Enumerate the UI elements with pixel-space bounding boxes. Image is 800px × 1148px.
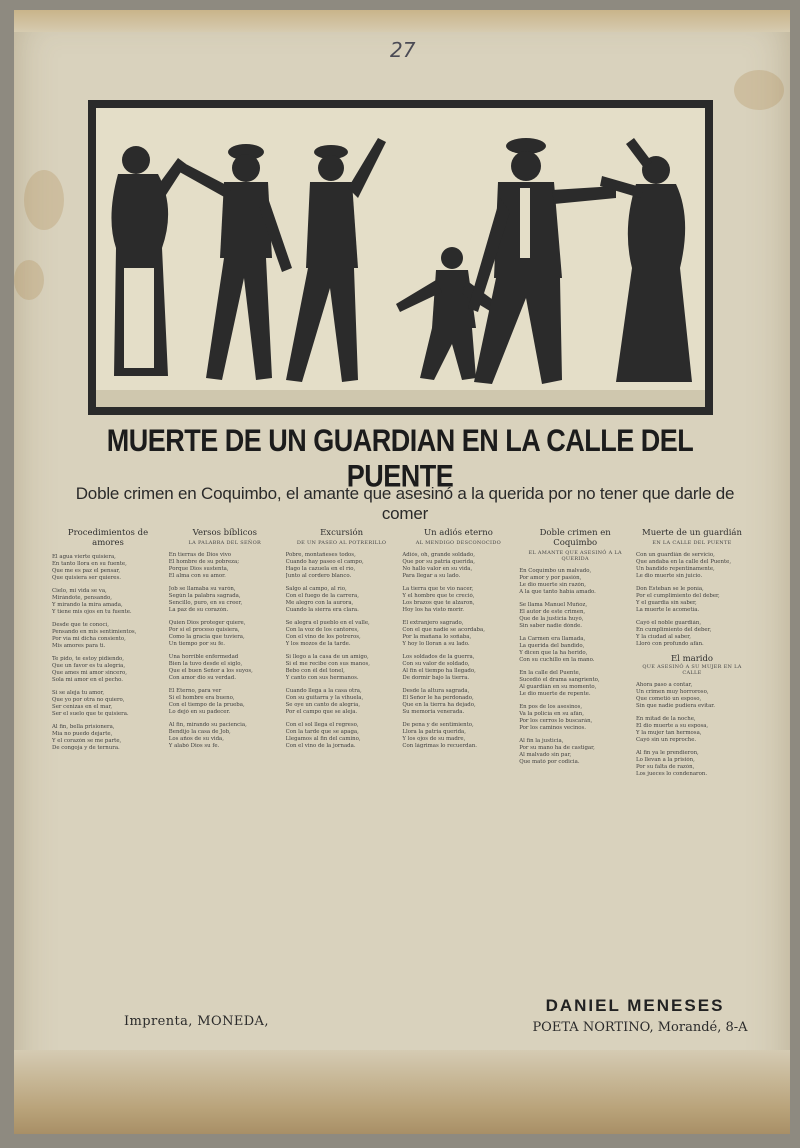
verse-line: A la que tanto había amado.: [519, 589, 596, 595]
stanza: [636, 716, 748, 744]
verse-line: Que cometió un esposo,: [635, 696, 702, 702]
poem-body: [519, 568, 631, 766]
verse-line: Con el vino de los potreros,: [285, 634, 361, 640]
verse-line: Y los ojos de su madre,: [402, 736, 466, 742]
stanza: [52, 622, 164, 650]
page-number: 27: [390, 38, 416, 62]
verse-line: Si llego a la casa de un amigo,: [285, 654, 369, 660]
verse-line: Don Esteban se le ponía,: [635, 586, 704, 592]
poem-column: [402, 528, 514, 998]
verse-line: Cayó el noble guardián,: [635, 620, 702, 626]
stanza: [519, 704, 631, 732]
verse-line: Ser el suelo que te quisiera.: [52, 711, 129, 717]
paper-top-edge: [14, 10, 790, 32]
verse-line: Que yo por otra no quiero,: [52, 697, 125, 703]
verse-line: En cumplimiento del deber,: [635, 627, 712, 633]
verse-line: Le dio muerte de repente.: [519, 691, 591, 697]
verse-line: Con el tiempo de la prueba,: [168, 702, 245, 708]
verse-line: Con un guardián de servicio,: [635, 552, 715, 558]
stanza: [636, 620, 748, 648]
verse-line: Que un favor es tu alegría,: [52, 663, 126, 669]
printer-imprint: Imprenta, MONEDA,: [124, 1014, 269, 1029]
poem-body: [636, 552, 748, 648]
verse-line: El alma con su amor.: [168, 573, 226, 579]
verse-line: Los jueces lo condenaron.: [635, 771, 708, 777]
verse-line: En Coquimbo un malvado,: [519, 568, 592, 574]
stanza: [636, 750, 748, 778]
verse-line: Con su cuchillo en la mano.: [519, 657, 595, 663]
verse-line: De pena y de sentimiento,: [402, 722, 474, 728]
verse-line: La muerte le acometía.: [635, 607, 700, 613]
verse-line: La Carmen era llamada,: [519, 636, 586, 642]
verse-line: Bebo con él del tonel,: [285, 668, 345, 674]
stanza: [52, 690, 164, 718]
stanza: [519, 636, 631, 664]
verse-line: Los brazos que te alzaron,: [402, 600, 475, 606]
poem-dedication: LA PALABRA DEL SEÑOR: [188, 540, 262, 546]
poem-dedication: EL AMANTE QUE ASESINÓ A LA QUERIDA: [528, 550, 622, 562]
verse-line: Lo llevan a la prisión,: [635, 757, 695, 763]
poem-title: Versos bíblicos: [192, 528, 257, 538]
verse-line: Ahora paso a contar,: [635, 682, 693, 688]
verse-line: Un crimen muy horroroso,: [635, 689, 709, 695]
stanza: [169, 654, 281, 682]
verse-line: Con lágrimas lo recuerdan.: [402, 743, 477, 749]
verse-line: En la calle del Puente,: [519, 670, 581, 676]
verse-line: Pensando en mis sentimientos,: [52, 629, 137, 635]
verse-line: Sencillo, puro, en su creer,: [168, 600, 243, 606]
stanza: [519, 568, 631, 596]
poem-column: [52, 528, 164, 998]
verse-line: Por su falta de razón,: [635, 764, 695, 770]
stanza: [52, 656, 164, 684]
verse-line: Que me es paz el pensar,: [52, 568, 121, 574]
verse-line: Su memoria venerada.: [402, 709, 465, 715]
verse-line: Con el fuego de la carrera,: [285, 593, 359, 599]
verse-line: Bendijo la casa de Job,: [168, 729, 231, 735]
verse-line: Mía no puedo dejarte,: [52, 731, 113, 737]
verse-line: Por si el proceso quisiera,: [168, 627, 240, 633]
verse-line: Cuando llega a la casa otra,: [285, 688, 362, 694]
verse-line: Desde que te conocí,: [52, 622, 109, 628]
verse-line: En pos de los asesinos,: [519, 704, 583, 710]
stanza: [402, 552, 514, 580]
stanza: [636, 586, 748, 614]
headline: MUERTE DE UN GUARDIAN EN LA CALLE DEL PUENTE: [106, 423, 694, 494]
verse-line: Como la gracia que tuviera,: [168, 634, 245, 640]
poem-body: [52, 554, 164, 752]
stanza: [286, 688, 398, 716]
stanza: [636, 682, 748, 710]
poem-body: [169, 552, 281, 750]
verse-line: Job se llamaba su varón,: [168, 586, 236, 592]
verse-line: Al fin la justicia,: [519, 738, 564, 744]
verse-line: Lloró con profundo afán.: [635, 641, 704, 647]
verse-line: Le dio muerte sin juicio.: [635, 573, 703, 579]
stanza: [169, 688, 281, 716]
poem-column: [286, 528, 398, 998]
verse-line: Por amor y por pasión,: [519, 575, 582, 581]
verse-line: No hallo valor en su vida,: [402, 566, 473, 572]
verse-line: Al fin el tiempo ha llegado,: [402, 668, 476, 674]
verse-line: Quien Dios proteger quiere,: [168, 620, 246, 626]
verse-line: Con el que nadie se acordaba,: [402, 627, 485, 633]
verse-line: Porque Dios sustenta,: [168, 566, 229, 572]
verse-line: Y alabó Dios su fe.: [168, 743, 220, 749]
verse-line: Y canto con sus hermanos.: [285, 675, 359, 681]
verse-line: Los años de su vida,: [168, 736, 224, 742]
poem-dedication: DE UN PASEO AL POTRERILLO: [296, 540, 387, 546]
stanza: [402, 586, 514, 614]
verse-line: Se oye un canto de alegría,: [285, 702, 361, 708]
verse-line: Que andaba en la calle del Puente,: [635, 559, 732, 565]
verse-line: Por el cumplimiento del deber,: [635, 593, 720, 599]
verse-line: La tierra que te vio nacer,: [402, 586, 474, 592]
verse-line: Al malvado sin par,: [519, 752, 572, 758]
verse-line: Lo dejó en su padecer.: [168, 709, 231, 715]
stanza: [519, 738, 631, 766]
verse-line: Sin que nadie pudiera evitar.: [635, 703, 716, 709]
author-address: POETA NORTINO, Morandé, 8-A: [532, 1020, 748, 1035]
verse-line: Con la voz de los cantores,: [285, 627, 359, 633]
verse-line: Le dio muerte sin razón,: [519, 582, 586, 588]
poem-column: [636, 528, 748, 998]
verse-line: Por vía mi dicha consiento,: [52, 636, 126, 642]
verse-line: La querida del bandido,: [519, 643, 585, 649]
poem-dedication: EN LA CALLE DEL PUENTE: [652, 540, 732, 546]
verse-line: Y los mozos de la tarde.: [285, 641, 351, 647]
verse-line: Que por su patria querida,: [402, 559, 475, 565]
verse-line: Te pido, te estoy pidiendo,: [52, 656, 124, 662]
verse-line: El agua vierte quisiera,: [52, 554, 116, 560]
stanza: [402, 620, 514, 648]
verse-line: Cielo, mi vida se va,: [52, 588, 107, 594]
verse-line: Cayó sin un reproche.: [635, 737, 697, 743]
verse-line: Si se aleja tu amor,: [52, 690, 105, 696]
verse-line: Con el sol llega el regreso,: [285, 722, 359, 728]
verse-line: Y la mujer tan hermosa,: [635, 730, 702, 736]
verse-line: Que de la justicia huyó,: [519, 616, 584, 622]
verse-line: El Señor le ha perdonado,: [402, 695, 474, 701]
verse-line: Mis amores para ti.: [52, 643, 106, 649]
stanza: [52, 554, 164, 582]
stanza: [402, 722, 514, 750]
poem-columns: [52, 528, 748, 998]
paper-bottom-edge: [14, 1050, 790, 1134]
stanza: [286, 620, 398, 648]
verse-line: El Eterno, para ver: [168, 688, 222, 694]
poem-subtitle: El marido: [670, 654, 714, 664]
woodcut-illustration: [88, 100, 713, 415]
verse-line: De congoja y de ternura.: [52, 745, 120, 751]
verse-line: Y la ciudad al saber,: [635, 634, 691, 640]
verse-line: Al fin ya le prendieron,: [635, 750, 699, 756]
verse-line: Desde la altura sagrada,: [402, 688, 470, 694]
verse-line: Con la tarde que se apaga,: [285, 729, 359, 735]
verse-line: Si el hombre era bueno,: [168, 695, 235, 701]
poem-body: [286, 552, 398, 750]
poem-title: Excursión: [320, 528, 364, 538]
stanza: [286, 654, 398, 682]
verse-line: Un bandido repentinamente,: [635, 566, 715, 572]
verse-line: Con amor dio su verdad.: [168, 675, 236, 681]
verse-line: Según la palabra sagrada,: [168, 593, 241, 599]
verse-line: Se alegra el pueblo en el valle,: [285, 620, 370, 626]
verse-line: El extranjero sagrado,: [402, 620, 464, 626]
verse-line: Al guardián en su momento,: [519, 684, 597, 690]
verse-line: Y dicen que la ha herido,: [519, 650, 588, 656]
stanza: [286, 552, 398, 580]
verse-line: Con el vino de la jornada.: [285, 743, 356, 749]
verse-line: Por los cerros lo buscarán,: [519, 718, 593, 724]
verse-line: Va la policía en su afán,: [519, 711, 584, 717]
stanza: [286, 586, 398, 614]
verse-line: Un tiempo por su fe.: [168, 641, 225, 647]
verse-line: Y el corazón se me parte,: [52, 738, 122, 744]
stanza: [52, 588, 164, 616]
poem-subbody: [636, 682, 748, 778]
verse-line: Adiós, oh, grande soldado,: [402, 552, 475, 558]
verse-line: Pobre, montañeses todos,: [285, 552, 356, 558]
stanza: [286, 722, 398, 750]
assailant-figure: [176, 144, 292, 380]
woman-left-figure: [111, 146, 186, 376]
verse-line: Si el me recibe con sus manos,: [285, 661, 370, 667]
verse-line: Hago la cazuela en el río,: [285, 566, 356, 572]
verse-line: Y tiene mis ojos en tu fuente.: [52, 609, 132, 615]
verse-line: Sucedió el drama sangriento,: [519, 677, 600, 683]
verse-line: Sola mi amor en el pecho.: [52, 677, 123, 683]
verse-line: Cuando la sierra era clara.: [285, 607, 359, 613]
verse-line: Junto al cordero blanco.: [285, 573, 352, 579]
poem-subdedication: QUE ASESINÓ A SU MUJER EN LA CALLE: [642, 664, 742, 676]
verse-line: En tanto llora en su fuente,: [52, 561, 127, 567]
stanza: [169, 552, 281, 580]
verse-line: Me alegro con la aurora,: [285, 600, 354, 606]
poem-column: [519, 528, 631, 998]
stanza: [519, 670, 631, 698]
verse-line: El autor de este crimen,: [519, 609, 586, 615]
stanza: [402, 654, 514, 682]
stanza: [402, 688, 514, 716]
verse-line: Al fin, mirando su paciencia,: [168, 722, 247, 728]
verse-line: En mitad de la noche,: [635, 716, 696, 722]
author-name: DANIEL MENESES: [545, 996, 725, 1015]
verse-line: Por los caminos vecinos.: [519, 725, 587, 731]
woman-right-figure: [600, 138, 692, 382]
poem-column: [169, 528, 281, 998]
verse-line: Por la mañana lo soñaba,: [402, 634, 472, 640]
subtitle: Doble crimen en Coquimbo, el amante que asesinó a la querida por no tener que darle de comer: [75, 484, 735, 523]
verse-line: Que mató por codicia.: [519, 759, 580, 765]
poem-title: Procedimientos de amores: [67, 528, 149, 548]
verse-line: Y el guardia sin saber,: [635, 600, 697, 606]
guardian-figure: [468, 138, 616, 384]
verse-line: Y el hombre que te creció,: [402, 593, 475, 599]
poem-body: [402, 552, 514, 750]
stanza: [169, 722, 281, 750]
verse-line: Hoy los ha visto morir.: [402, 607, 464, 613]
stanza: [519, 602, 631, 630]
verse-line: Cuando hay paseo el campo,: [285, 559, 364, 565]
verse-line: Llegamos al fin del camino,: [285, 736, 361, 742]
verse-line: Los soldados de la guerra,: [402, 654, 475, 660]
woodcut-scene: [96, 108, 705, 407]
verse-line: Al fin, bella prisionera,: [52, 724, 115, 730]
pointing-man-figure: [286, 138, 386, 382]
verse-line: Con su valor de soldado,: [402, 661, 470, 667]
verse-line: Y hoy lo lloran a su lado.: [402, 641, 470, 647]
verse-line: Que el buen Señor a los suyos,: [168, 668, 253, 674]
verse-line: Mirándote, pensando,: [52, 595, 112, 601]
verse-line: En tierras de Dios vivo: [168, 552, 232, 558]
stanza: [169, 586, 281, 614]
verse-line: Por el campo que se aleja.: [285, 709, 358, 715]
verse-line: Que quisiera ser quieres.: [52, 575, 121, 581]
verse-line: Llora la patria querida,: [402, 729, 466, 735]
verse-line: Con su guitarra y la vihuela,: [285, 695, 364, 701]
verse-line: Ser cenizas en el mar,: [52, 704, 113, 710]
verse-line: Y mirando la mira amada,: [52, 602, 123, 608]
verse-line: Una horrible enfermedad: [168, 654, 239, 660]
stanza: [52, 724, 164, 752]
verse-line: Salgo al campo, al río,: [285, 586, 347, 592]
verse-line: Para llegar a su lado.: [402, 573, 461, 579]
verse-line: De dormir bajo la tierra.: [402, 675, 470, 681]
poem-title: Un adiós eterno: [423, 528, 493, 538]
verse-line: Por su mano ha de castigar,: [519, 745, 595, 751]
verse-line: Él dio muerte a su esposa,: [635, 723, 709, 729]
verse-line: La paz de su corazón.: [168, 607, 229, 613]
stanza: [636, 552, 748, 580]
verse-line: Bien la tuvo desde el siglo,: [168, 661, 243, 667]
poem-title: Muerte de un guardián: [641, 528, 742, 538]
poem-dedication: AL MENDIGO DESCONOCIDO: [415, 540, 502, 546]
poem-title: Doble crimen en Coquimbo: [539, 528, 611, 548]
verse-line: El hombre de su pobreza;: [168, 559, 240, 565]
verse-line: Que en la tierra ha dejado,: [402, 702, 476, 708]
verse-line: Se llama Manuel Muñoz,: [519, 602, 588, 608]
verse-line: Sin saber nadie dónde.: [519, 623, 582, 629]
stanza: [169, 620, 281, 648]
verse-line: Que ames mi amor sincero,: [52, 670, 127, 676]
